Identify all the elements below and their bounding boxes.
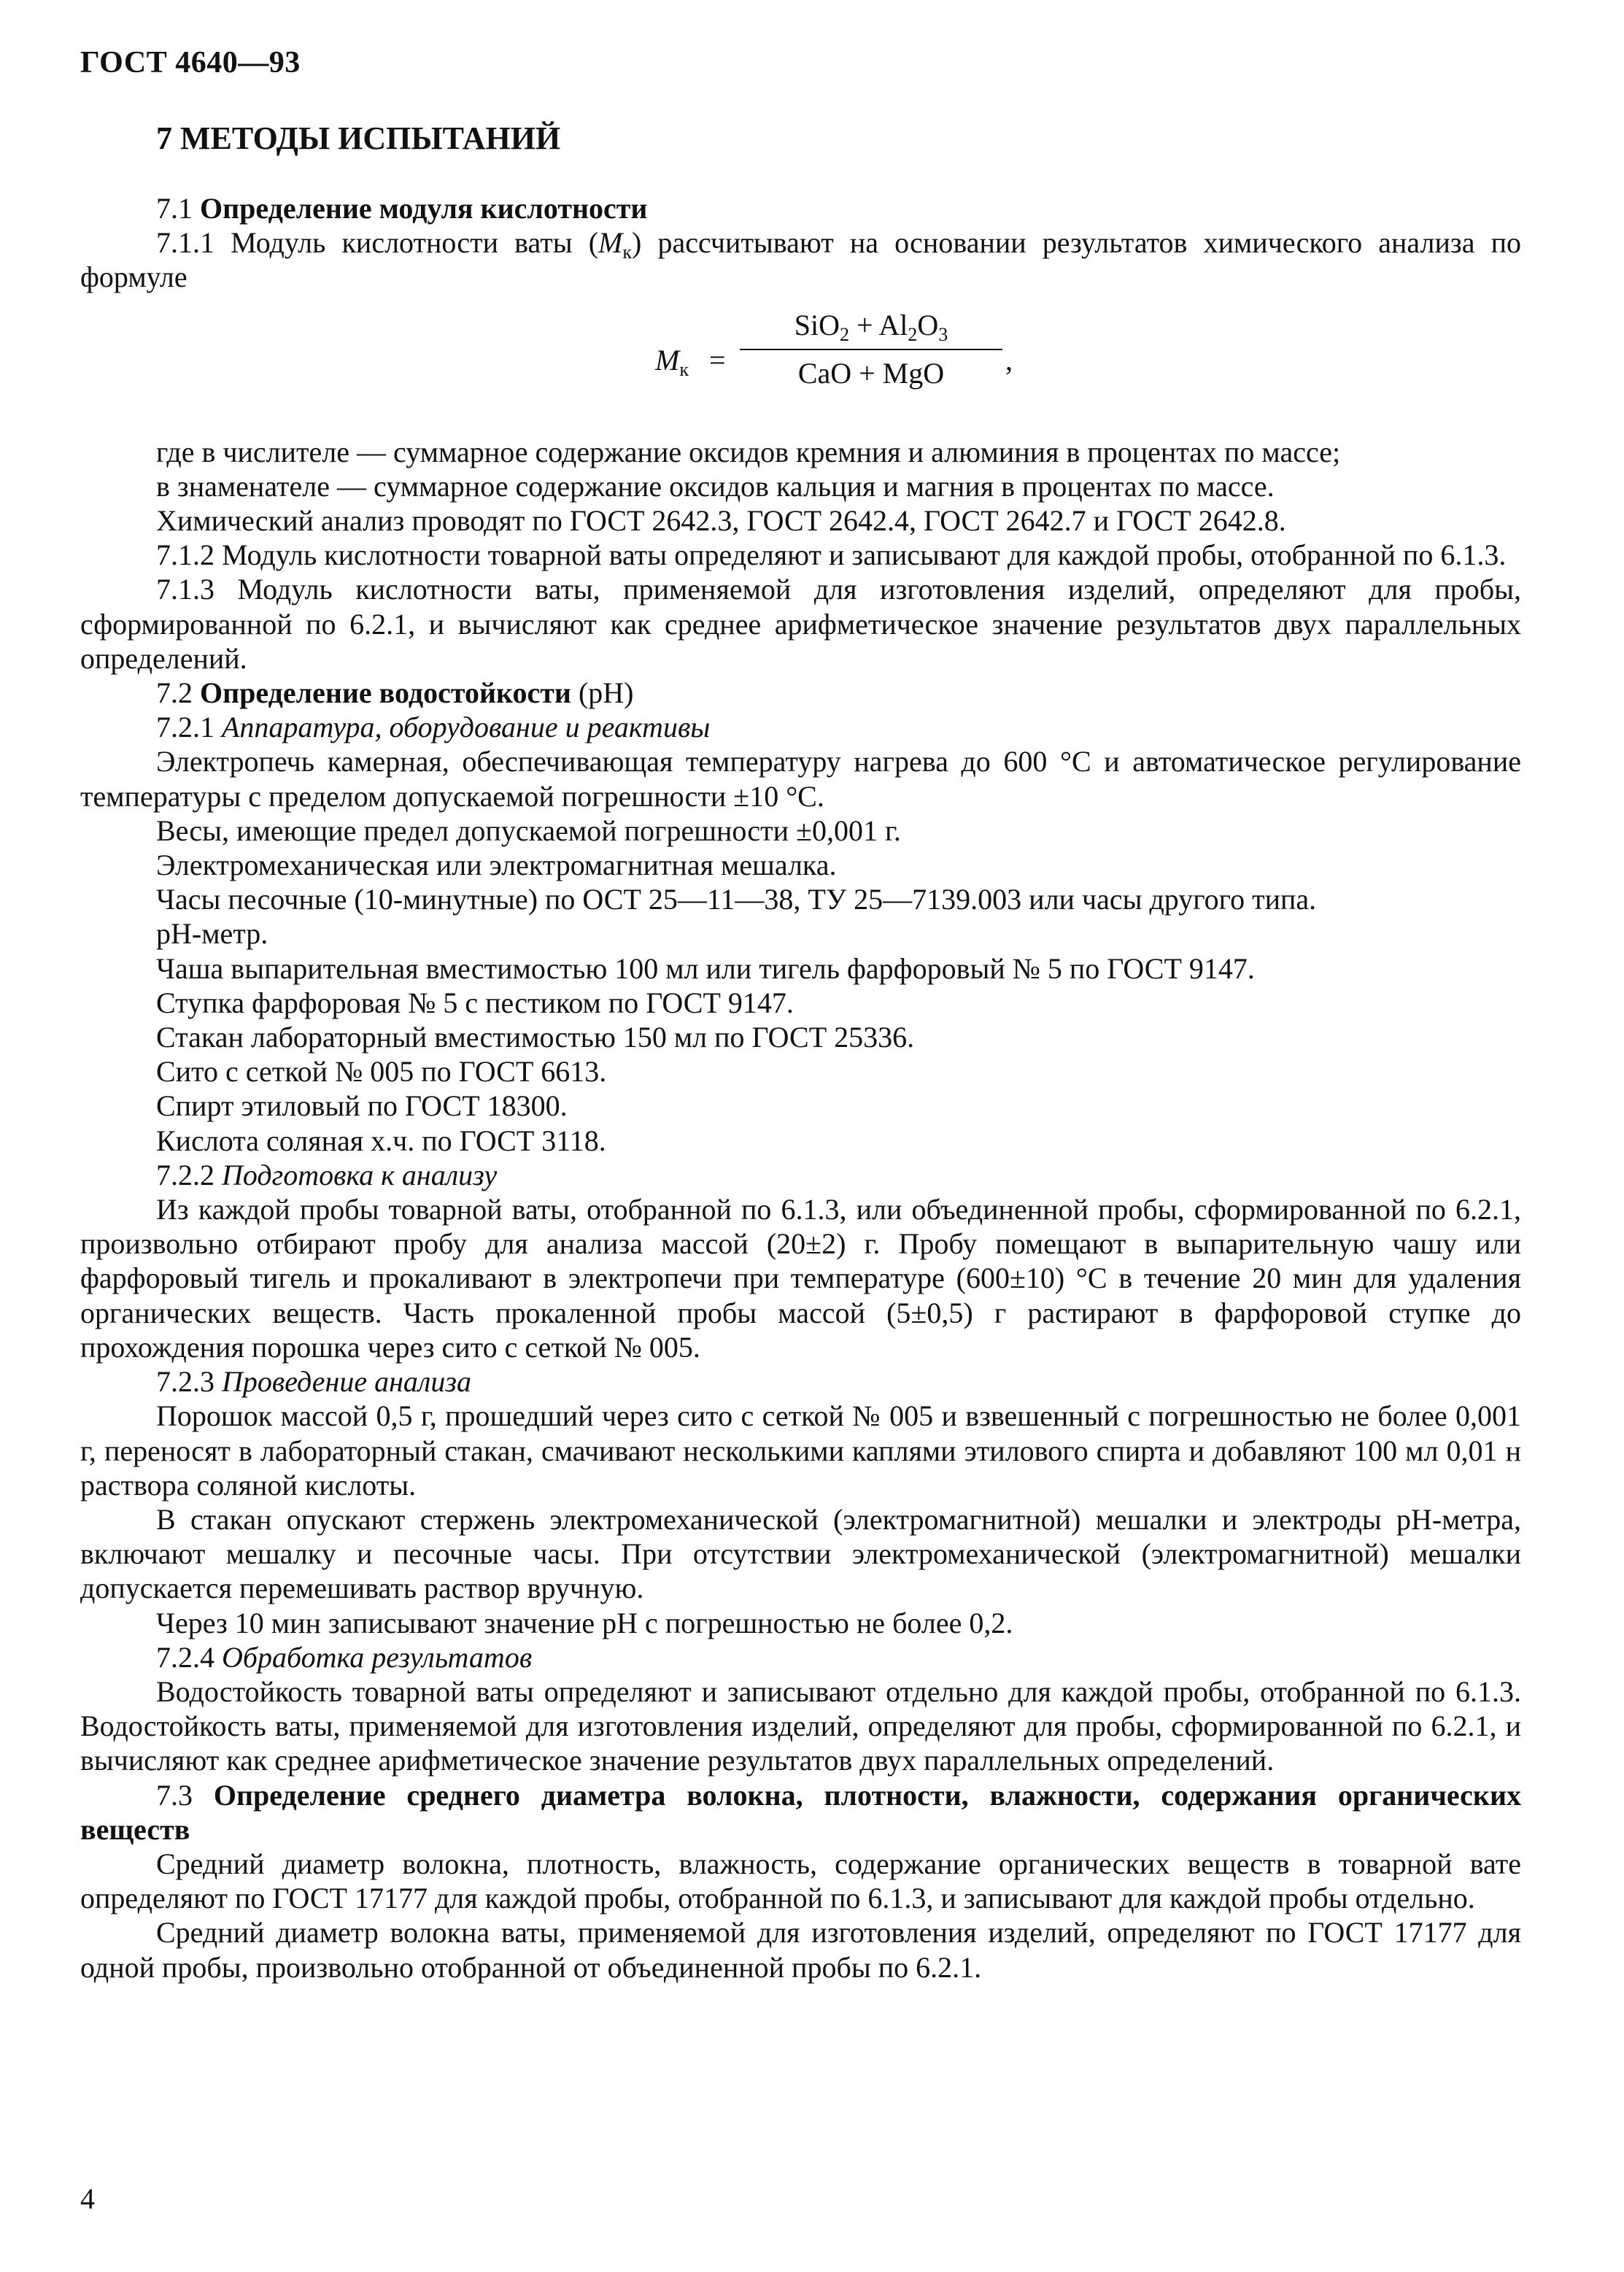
page-number: 4: [80, 2182, 95, 2215]
clause-7-2-3-text: Через 10 мин записывают значение рН с погрешностью не более 0,2.: [156, 1606, 1013, 1639]
formula-term: + Al: [849, 308, 908, 341]
formula-denominator: CaO + MgO: [797, 356, 945, 390]
clause-title: Обработка результатов: [222, 1640, 533, 1674]
clause-text: 7.1.1 Модуль кислотности ваты (: [156, 226, 599, 260]
clause-title: Подготовка к анализу: [222, 1158, 498, 1191]
symbol-subscript: к: [622, 242, 633, 263]
formula-subscript: 2: [908, 323, 918, 345]
clause-7-2-3-text: Порошок массой 0,5 г, прошедший через сито с сеткой № 005 и взвешенный с погрешностью не более 0,001 г, переносят в лабораторный стакан, смачивают несколькими каплями этилового спирта и добавляют 100 мл 0,01 н раствора соляной кислоты.: [80, 1399, 1521, 1502]
clause-number: 7.2.2: [156, 1158, 222, 1191]
equipment-item: Часы песочные (10-минутные) по ОСТ 25—11—38, ТУ 25—7139.003 или часы другого типа.: [156, 883, 1317, 916]
fraction-bar: [740, 349, 1002, 350]
clause-7-2-4-text: Водостойкость товарной ваты определяют и записывают отдельно для каждой пробы, отобранной по 6.1.3. Водостойкость ваты, применяемой для изготовления изделий, определяют для пробы, сформированной по 6.2.1, и вычисляют как среднее арифметическое значение результатов двух параллельных определений.: [80, 1674, 1521, 1777]
equipment-item: рН-метр.: [156, 917, 268, 951]
symbol-m: M: [598, 226, 623, 260]
formula-term: O: [917, 308, 939, 341]
clause-title-tail: (pH): [571, 676, 634, 710]
clause-7-2-2-text: Из каждой пробы товарной ваты, отобранной по 6.1.3, или объединенной пробы, сформированной по 6.2.1, произвольно отбирают пробу для анализа массой (20±2) г. Пробу помещают в выпарительную чашу или фарфоровый тигель и прокаливают в электропечи при температуре (600±10) °С в течение 20 мин для удаления органических веществ. Часть прокаленной пробы массой (5±0,5) г растирают в фарфоровой ступке до прохождения порошка через сито с сеткой № 005.: [80, 1193, 1521, 1364]
clause-7-2-heading: [80, 676, 1521, 710]
equipment-item: Спирт этиловый по ГОСТ 18300.: [156, 1089, 568, 1123]
formula-symbol: M: [655, 343, 680, 376]
clause-7-2-3-text: В стакан опускают стержень электромеханической (электромагнитной) мешалки и электроды рН-метра, включают мешалку и песочные часы. При отсутствии электромеханической (электромагнитной) мешалки допускается перемешивать раствор вручную.: [80, 1502, 1521, 1605]
clause-title: Определение среднего диаметра волокна, плотности, влажности, содержания органических веществ: [80, 1778, 1521, 1846]
formula-subscript: 2: [840, 323, 849, 345]
document-body: [80, 191, 1521, 1985]
standard-header: ГОСТ 4640—93: [80, 46, 301, 80]
clause-7-1-heading: [80, 191, 1521, 225]
equipment-item: Весы, имеющие предел допускаемой погрешности ±0,001 г.: [156, 814, 901, 847]
where-denominator: в знаменателе — суммарное содержание оксидов кальция и магния в процентах по массе.: [156, 469, 1275, 503]
equipment-item: Стакан лабораторный вместимостью 150 мл по ГОСТ 25336.: [156, 1021, 915, 1054]
equipment-item: Ступка фарфоровая № 5 с пестиком по ГОСТ 9147.: [156, 986, 794, 1019]
equipment-item: Электропечь камерная, обеспечивающая температуру нагрева до 600 °С и автоматическое регулирование температуры с пределом допускаемой погрешности ±10 °С.: [80, 745, 1521, 813]
clause-number: 7.3: [156, 1778, 214, 1812]
clause-7-2-3-heading: [80, 1364, 1521, 1399]
formula-numerator: [740, 308, 1002, 345]
clause-title: Определение водостойкости: [200, 676, 571, 710]
clause-number: 7.1: [156, 192, 200, 225]
clause-text: ) рассчитывают на основании результатов химического анализа по формуле: [80, 226, 1521, 294]
clause-7-1-1: [80, 225, 1521, 294]
formula-subscript: 3: [938, 323, 948, 345]
clause-7-2-2-heading: [80, 1158, 1521, 1192]
clause-7-3-text: Средний диаметр волокна ваты, применяемой для изготовления изделий, определяют по ГОСТ 17177 для одной пробы, произвольно отобранной от объединенной пробы по 6.2.1.: [80, 1916, 1521, 1984]
section-title: 7 МЕТОДЫ ИСПЫТАНИЙ: [156, 120, 561, 156]
clause-title: Аппаратура, оборудование и реактивы: [222, 711, 711, 744]
clause-7-1-3: 7.1.3 Модуль кислотности ваты, применяемой для изготовления изделий, определяют для пробы, сформированной по 6.2.1, и вычисляют как среднее арифметическое значение результатов двух параллельных определений.: [80, 573, 1521, 675]
formula-comma: ,: [1005, 343, 1013, 376]
clause-7-1-2: 7.1.2 Модуль кислотности товарной ваты определяют и записывают для каждой пробы, отобранной по 6.1.3.: [156, 538, 1507, 572]
clause-7-2-1-heading: [80, 710, 1521, 744]
formula-lhs: [655, 343, 689, 380]
clause-7-3-heading: [80, 1778, 1521, 1847]
equipment-item: Чаша выпарительная вместимостью 100 мл или тигель фарфоровый № 5 по ГОСТ 9147.: [156, 951, 1255, 985]
clause-title: Определение модуля кислотности: [200, 192, 648, 225]
formula-term: SiO: [794, 308, 840, 341]
chem-analysis-note: Химический анализ проводят по ГОСТ 2642.3, ГОСТ 2642.4, ГОСТ 2642.7 и ГОСТ 2642.8.: [156, 504, 1286, 538]
clause-number: 7.2.4: [156, 1640, 222, 1674]
clause-number: 7.2: [156, 676, 200, 710]
clause-number: 7.2.1: [156, 711, 222, 744]
clause-title: Проведение анализа: [222, 1365, 471, 1399]
equipment-item: Электромеханическая или электромагнитная мешалка.: [156, 849, 837, 882]
formula-equals: =: [709, 343, 726, 376]
clause-7-3-text: Средний диаметр волокна, плотность, влажность, содержание органических веществ в товарной вате определяют по ГОСТ 17177 для каждой пробы, отобранной по 6.1.3, и записывают для каждой пробы отдельно.: [80, 1847, 1521, 1915]
equipment-item: Сито с сеткой № 005 по ГОСТ 6613.: [156, 1055, 607, 1089]
equipment-item: Кислота соляная х.ч. по ГОСТ 3118.: [156, 1124, 606, 1157]
clause-7-2-4-heading: [80, 1640, 1521, 1674]
clause-number: 7.2.3: [156, 1365, 222, 1399]
acidity-modulus-formula: [80, 308, 1521, 425]
where-numerator: где в числителе — суммарное содержание оксидов кремния и алюминия в процентах по массе;: [156, 435, 1341, 468]
formula-symbol-subscript: к: [679, 358, 689, 380]
